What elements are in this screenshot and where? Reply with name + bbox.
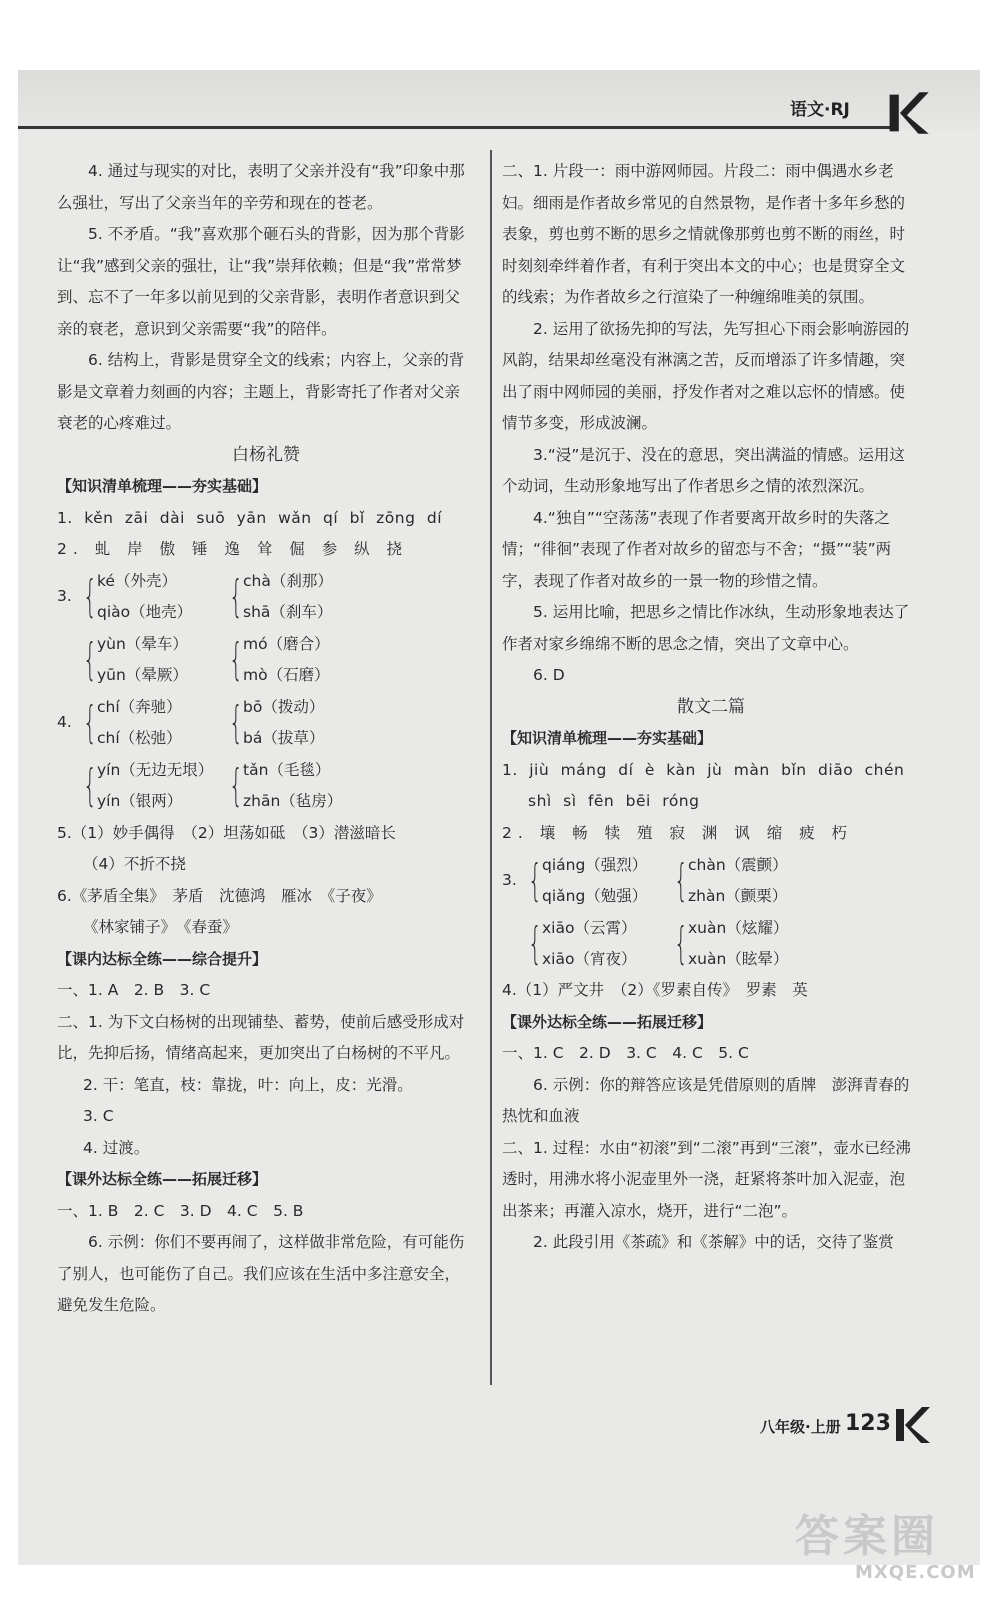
answer-paragraph: 6. 示例：你们不要再闹了，这样做非常危险，有可能伤了别人，也可能伤了自己。我们应该在生活中多注意安全，避免发生危险。 (57, 1233, 465, 1314)
section-heading: 【课外达标全练——拓展迁移】 (502, 1012, 713, 1031)
pinyin-answers: 1. kěn zāi dài suō yān wǎn qí bǐ zōng dí (57, 508, 443, 527)
answer-line: 一、1. C 2. D 3. C 4. C 5. C (502, 1044, 749, 1062)
answer-line: 6.《茅盾全集》 茅盾 沈德鸿 雁冰 《子夜》 (57, 886, 382, 905)
answer-paragraph: 6. 结构上，背影是贯穿全文的线索；内容上，父亲的背影是文章着力刻画的内容；主题上，背影寄托了作者对父亲衰老的心疼难过。 (57, 351, 465, 432)
column-divider (490, 150, 492, 1385)
pinyin-answers: 1. jiù máng dí è kàn jù màn bǐn diāo chén (502, 760, 905, 779)
answer-paragraph: 4.“独自”“空荡荡”表现了作者要离开故乡时的失落之情；“徘徊”表现了作者对故乡的留恋与不舍；“摄”“装”两字，表现了作者对故乡的一景一物的珍惜之情。 (502, 508, 892, 590)
subject-label: 语文·RJ (790, 100, 850, 120)
reading-item: chí（松弛） (97, 729, 182, 747)
polyphone-group (57, 692, 475, 755)
reading-item: mò（石磨） (243, 666, 330, 684)
brace-icon: { (83, 760, 97, 811)
reading-item: xiāo（宵夜） (542, 949, 637, 968)
section-heading: 【课内达标全练——综合提升】 (57, 949, 268, 968)
reading-item: yùn（晕车） (97, 635, 188, 653)
answer-line: 3. C (83, 1107, 114, 1125)
reading-item: yūn（晕厥） (97, 666, 188, 684)
answer-paragraph: 3.“浸”是沉于、没在的意思，突出满溢的情感。运用这个动词，生动形象地写出了作者思乡之情的浓烈深沉。 (502, 445, 905, 495)
question-number: 3. (502, 870, 517, 889)
answer-line: 4. 过渡。 (83, 1138, 150, 1157)
watermark-logo: 答案圈 (795, 1511, 939, 1562)
section-heading: 【知识清单梳理——夯实基础】 (57, 477, 268, 495)
brace-icon: { (229, 760, 243, 811)
reading-item: mó（磨合） (243, 635, 330, 653)
answer-paragraph: 5. 不矛盾。“我”喜欢那个砸石头的背影，因为那个背影让“我”感到父亲的强壮，让“我”崇拜依赖；但是“我”常常梦到、忘不了一年多以前见到的父亲背影，表明作者意识到父亲的衰老，意识到父亲需要“我”的陪伴。 (57, 225, 465, 338)
character-answers: 2. 虬 岸 傲 锤 逸 耸 倔 参 纵 挠 (57, 540, 409, 558)
polyphone-group (502, 849, 920, 912)
brace-icon: { (674, 854, 688, 906)
answer-line: 4.（1）严文井 （2）《罗素自传》 罗素 英 (502, 981, 808, 999)
brace-icon: { (83, 571, 97, 622)
reading-item: shā（刹车） (243, 603, 333, 621)
question-number: 3. (57, 587, 72, 606)
header-rule (18, 126, 898, 129)
grade-label: 八年级·上册 (760, 1418, 841, 1436)
polyphone-group (502, 912, 920, 975)
brace-icon: { (229, 634, 243, 685)
brace-icon: { (674, 917, 688, 969)
left-column (57, 156, 475, 1322)
watermark-url: MXQE.COM (855, 1562, 976, 1583)
reading-item: qiào（地壳） (97, 603, 193, 621)
answer-paragraph: 二、1. 片段一：雨中游网师园。片段二：雨中偶遇水乡老妇。细雨是作者故乡常见的自然景物，是作者十多年乡愁的表象，剪也剪不断的思乡之情就像那剪也剪不断的雨丝，时时刻刻牵绊着作者，有利于突出本文的中心；也是贯穿全文的线索；为作者故乡之行渲染了一种缠绵唯美的氛围。 (502, 162, 906, 306)
brace-icon: { (229, 697, 243, 748)
reading-item: zhān（毡房） (243, 792, 343, 810)
answer-line: （4）不折不挠 (83, 855, 186, 873)
reading-item: qiáng（强烈） (542, 855, 648, 874)
pinyin-answers: shì sì fēn bēi róng (528, 792, 700, 810)
answer-line: 2. 干：笔直，枝：靠拢，叶：向上，皮：光滑。 (83, 1075, 413, 1094)
right-column (502, 156, 920, 1259)
reading-item: yín（银两） (97, 792, 183, 810)
reading-item: ké（外壳） (97, 572, 177, 590)
brace-icon: { (528, 854, 542, 906)
answer-paragraph: 4. 通过与现实的对比，表明了父亲并没有“我”印象中那么强壮，写出了父亲当年的辛劳和现在的苍老。 (57, 162, 465, 212)
answer-line: 6. D (533, 666, 565, 684)
answer-paragraph: 2. 运用了欲扬先抑的写法，先写担心下雨会影响游园的风韵，结果却丝毫没有淋漓之苦，反而增添了许多情趣，突出了雨中网师园的美丽，抒发作者对之难以忘怀的情感。使情节多变，形成波澜。 (502, 319, 910, 432)
question-number: 4. (57, 713, 72, 732)
polyphone-group (57, 755, 475, 818)
answer-paragraph: 2. 此段引用《茶疏》和《茶解》中的话，交待了鉴赏 (533, 1233, 894, 1251)
answer-paragraph: 二、1. 为下文白杨树的出现铺垫、蓄势，使前后感受形成对比，先抑后扬，情绪高起来，更加突出了白杨树的不平凡。 (57, 1012, 465, 1062)
polyphone-group (57, 629, 475, 692)
reading-item: qiǎng（勉强） (542, 886, 648, 905)
reading-item: xuàn（炫耀） (688, 918, 789, 937)
answer-line: 一、1. A 2. B 3. C (57, 981, 211, 999)
brace-icon: { (83, 697, 97, 748)
reading-item: tǎn（毛毯） (243, 761, 331, 779)
answer-line: 一、1. B 2. C 3. D 4. C 5. B (57, 1201, 304, 1220)
brace-icon: { (83, 634, 97, 685)
reading-item: zhàn（颤栗） (688, 886, 788, 905)
section-heading: 【课外达标全练——拓展迁移】 (57, 1170, 268, 1188)
page-number: 123 (845, 1411, 891, 1436)
answer-paragraph: 6. 示例：你的辩答应该是凭借原则的盾牌 澎湃青春的热忱和血液 (502, 1075, 910, 1125)
character-answers: 2. 壤 畅 犊 殖 寂 渊 讽 缩 疲 朽 (502, 823, 854, 842)
answer-line: 5.（1）妙手偶得 （2）坦荡如砥 （3）潜滋暗长 (57, 823, 396, 842)
answer-paragraph: 5. 运用比喻，把思乡之情比作冰纨，生动形象地表达了作者对家乡绵绵不断的思念之情，突出了文章中心。 (502, 603, 910, 653)
reading-item: chàn（震颤） (688, 855, 788, 874)
brace-icon: { (528, 917, 542, 969)
reading-item: xiāo（云霄） (542, 918, 637, 937)
reading-item: bá（拔草） (243, 729, 325, 747)
section-title: 白杨礼赞 (232, 444, 300, 465)
reading-item: yín（无边无垠） (97, 761, 214, 779)
polyphone-group (57, 566, 475, 629)
section-heading: 【知识清单梳理——夯实基础】 (502, 729, 713, 747)
reading-item: chà（刹那） (243, 572, 333, 590)
reading-item: bō（拨动） (243, 698, 325, 716)
brand-logo-icon (892, 1405, 932, 1445)
reading-item: xuàn（眩晕） (688, 949, 789, 968)
brand-logo-icon (885, 90, 931, 136)
section-title: 散文二篇 (677, 696, 745, 717)
answer-paragraph: 二、1. 过程：水由“初滚”到“二滚”再到“三滚”，壶水已经沸透时，用沸水将小泥壶里外一浇，赶紧将茶叶加入泥壶，泡出茶来；再灌入凉水，烧开，进行“二泡”。 (502, 1138, 911, 1220)
answer-line: 《林家铺子》 《春蚕》 (83, 918, 239, 936)
brace-icon: { (229, 571, 243, 622)
reading-item: chí（奔驰） (97, 698, 182, 716)
